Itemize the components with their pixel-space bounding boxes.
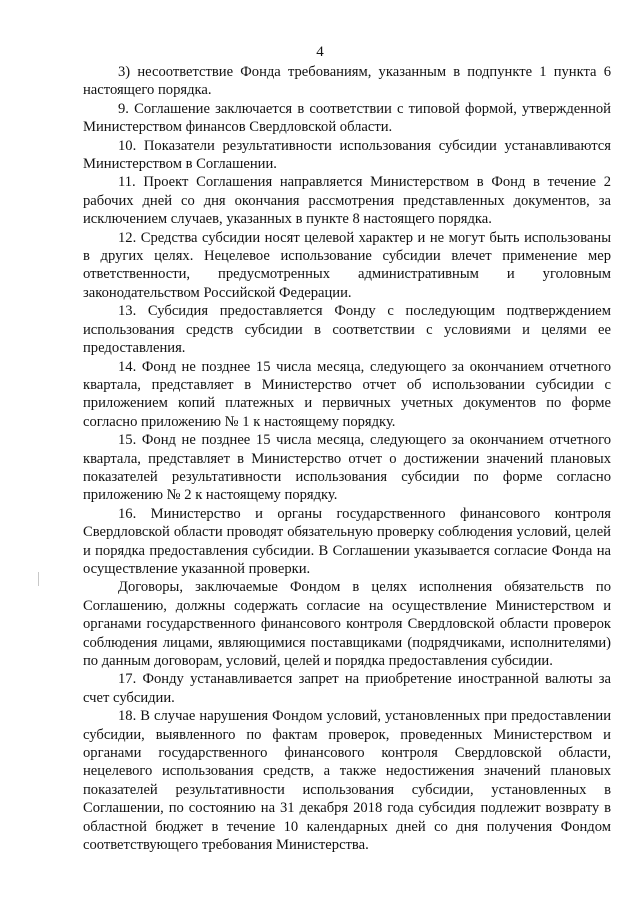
paragraph-17: 17. Фонду устанавливается запрет на приобретение иностранной валюты за счет субсидии. — [83, 671, 611, 706]
paragraph-16-contracts: Договоры, заключаемые Фондом в целях исполнения обязательств по Соглашению, должны содержать согласие на осуществление Министерством и органами государственного финансового контроля Свердловской области проверок соблюдения лицами, являющимися поставщиками (подрядчиками, исполнителями) по данным договорам, условий, целей и порядка предоставления субсидии. — [83, 579, 611, 669]
margin-mark — [38, 572, 39, 586]
paragraph-14: 14. Фонд не позднее 15 числа месяца, следующего за окончанием отчетного квартала, представляет в Министерство отчет об использовании субсидии с приложением копий платежных и первичных учетных документов по форме согласно приложению № 1 к настоящему порядку. — [83, 358, 611, 430]
paragraph-18: 18. В случае нарушения Фондом условий, установленных при предоставлении субсидии, выявленного по фактам проверок, проведенных Министерством и органами государственного финансового контроля Свердловской области, нецелевого использования средств, а также недостижения значений плановых показателей результативности использования субсидии, установленных в Соглашении, по состоянию на 31 декабря 2018 года субсидия подлежит возврату в областной бюджет в течение 10 календарных дней со дня получения Фондом соответствующего требования Министерства. — [83, 708, 611, 854]
paragraph-item-8-3: 3) несоответствие Фонда требованиям, указанным в подпункте 1 пункта 6 настоящего порядка. — [83, 64, 611, 99]
paragraph-11: 11. Проект Соглашения направляется Министерством в Фонд в течение 2 рабочих дней со дня окончания рассмотрения представленных документов, за исключением случаев, указанных в пункте 8 настоящего порядка. — [83, 174, 611, 228]
paragraph-12: 12. Средства субсидии носят целевой характер и не могут быть использованы в других целях. Нецелевое использование субсидии влечет применение мер ответственности, предусмотренных административным и уголовным законодательством Российской Федерации. — [83, 229, 611, 301]
paragraph-10: 10. Показатели результативности использования субсидии устанавливаются Министерством в Соглашении. — [83, 137, 611, 173]
paragraph-9: 9. Соглашение заключается в соответствии с типовой формой, утвержденной Министерством финансов Свердловской области. — [83, 100, 611, 136]
document-body — [83, 63, 611, 854]
page-number: 4 — [316, 44, 324, 60]
paragraph-13: 13. Субсидия предоставляется Фонду с последующим подтверждением использования средств субсидии в соответствии с условиями и целями ее предоставления. — [83, 303, 611, 357]
paragraph-16: 16. Министерство и органы государственного финансового контроля Свердловской области проводят обязательную проверку соблюдения условий, целей и порядка предоставления субсидии. В Соглашении указывается согласие Фонда на осуществление указанной проверки. — [83, 505, 611, 577]
paragraph-15: 15. Фонд не позднее 15 числа месяца, следующего за окончанием отчетного квартала, представляет в Министерство отчет о достижении значений плановых показателей результативности использования субсидии по форме согласно приложению № 2 к настоящему порядку. — [83, 432, 611, 504]
